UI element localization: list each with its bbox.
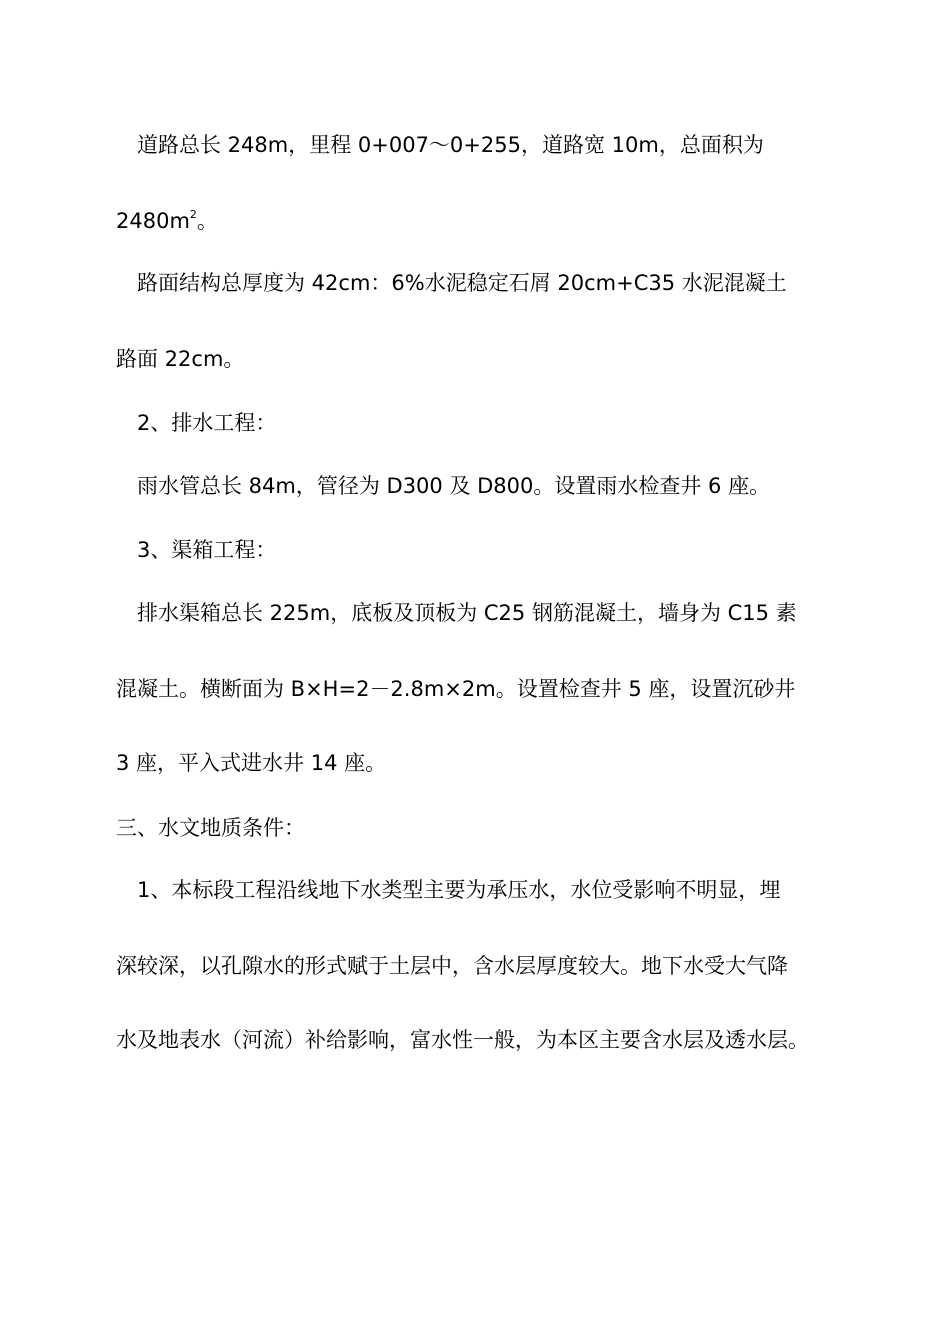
paragraph-road-length-line2 bbox=[116, 207, 218, 239]
heading-culvert: 3、渠箱工程： bbox=[137, 538, 277, 562]
paragraph-groundwater-line2: 深较深，以孔隙水的形式赋于土层中，含水层厚度较大。地下水受大气降 bbox=[116, 954, 788, 978]
paragraph-road-length-line1: 道路总长 248m，里程 0+007～0+255，道路宽 10m，总面积为 bbox=[137, 133, 764, 157]
paragraph-pavement-line1: 路面结构总厚度为 42cm：6%水泥稳定石屑 20cm+C35 水泥混凝土 bbox=[137, 271, 787, 295]
paragraph-groundwater-line3: 水及地表水（河流）补给影响，富水性一般，为本区主要含水层及透水层。 bbox=[116, 1028, 809, 1052]
paragraph-culvert-line3: 3 座，平入式进水井 14 座。 bbox=[116, 751, 387, 775]
paragraph-groundwater-line1: 1、本标段工程沿线地下水类型主要为承压水，水位受影响不明显，埋 bbox=[137, 878, 781, 902]
paragraph-culvert-line2: 混凝土。横断面为 B×H=2－2.8m×2m。设置检查井 5 座，设置沉砂井 bbox=[116, 677, 796, 701]
paragraph-culvert-line1: 排水渠箱总长 225m，底板及顶板为 C25 钢筋混凝土，墙身为 C15 素 bbox=[137, 601, 797, 625]
area-value: 2480m bbox=[116, 209, 190, 233]
paragraph-pavement-line2: 路面 22cm。 bbox=[116, 347, 245, 371]
heading-drainage: 2、排水工程： bbox=[137, 411, 277, 435]
area-superscript: 2 bbox=[189, 208, 197, 221]
area-period: 。 bbox=[196, 209, 218, 233]
heading-hydrogeology: 三、水文地质条件： bbox=[116, 816, 305, 840]
paragraph-rain-pipe: 雨水管总长 84m，管径为 D300 及 D800。设置雨水检查井 6 座。 bbox=[137, 474, 771, 498]
